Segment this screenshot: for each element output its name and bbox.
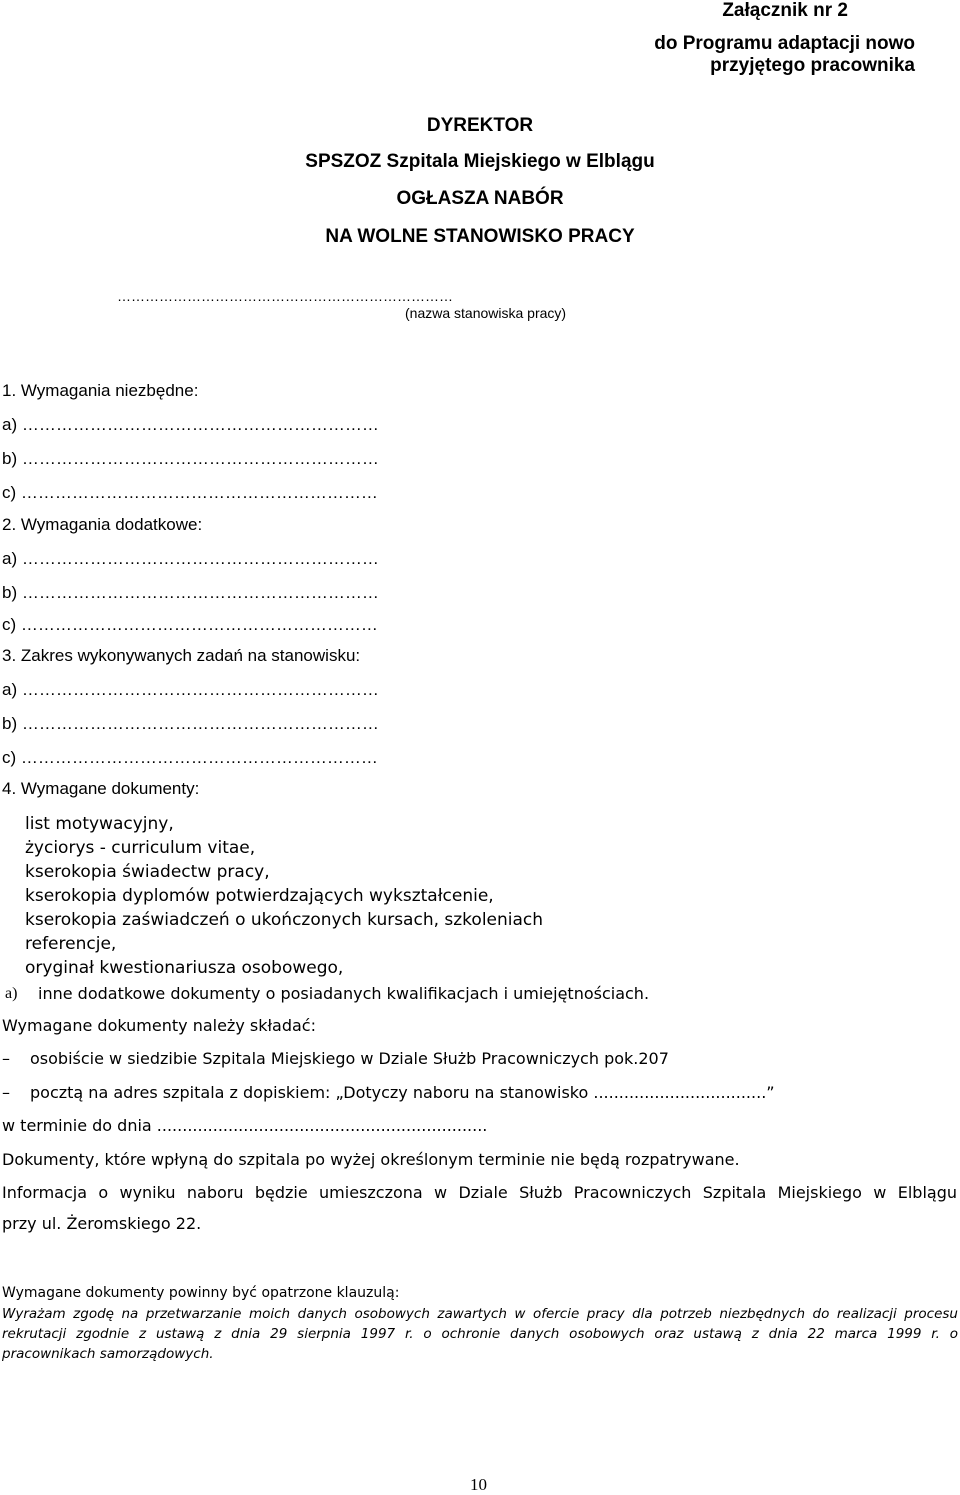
document-item: referencje,	[25, 934, 117, 954]
title-director: DYREKTOR	[426, 115, 534, 136]
position-caption: (nazwa stanowiska pracy)	[405, 305, 567, 321]
submission-deadline: w terminie do dnia .................................................................	[2, 1116, 488, 1135]
clause-text-line: pracownikach samorządowych.	[2, 1346, 214, 1362]
document-item: kserokopia świadectw pracy,	[25, 862, 270, 882]
annex-program-line: do Programu adaptacji nowo	[654, 33, 915, 54]
section-3-item-a: a) ………………………………………………………	[2, 680, 379, 699]
document-item: oryginał kwestionariusza osobowego,	[25, 958, 344, 978]
document-item: kserokopia dyplomów potwierdzających wykształcenie,	[25, 886, 494, 906]
annex-employee-line: przyjętego pracownika	[710, 55, 915, 76]
document-extra-marker: a)	[5, 985, 18, 1002]
dash-bullet: –	[2, 1049, 10, 1068]
section-1-item-b: b) ………………………………………………………	[2, 449, 379, 468]
title-institution: SPSZOZ Szpitala Miejskiego w Elblągu	[305, 151, 655, 172]
result-info-address: przy ul. Żeromskiego 22.	[2, 1214, 202, 1233]
position-dots: ………………………………………………………………	[117, 288, 453, 304]
section-2-item-c: c) ………………………………………………………	[2, 615, 378, 634]
result-info-line: Informacja o wyniku naboru będzie umieszczona w Dziale Służb Pracowniczych Szpitala Miejskiego w Elblągu	[2, 1183, 957, 1202]
document-item: kserokopia zaświadczeń o ukończonych kursach, szkoleniach	[25, 910, 544, 930]
section-2-heading: 2. Wymagania dodatkowe:	[2, 515, 203, 534]
section-1-item-a: a) ………………………………………………………	[2, 415, 379, 434]
section-1-item-c: c) ………………………………………………………	[2, 483, 378, 502]
section-3-heading: 3. Zakres wykonywanych zadań na stanowisku:	[2, 646, 361, 665]
dash-bullet: –	[2, 1083, 10, 1102]
section-2-item-b: b) ………………………………………………………	[2, 583, 379, 602]
clause-text-line: rekrutacji zgodnie z ustawą z dnia 29 sierpnia 1997 r. o ochronie danych osobowych oraz ustawą z dnia 22 marca 1999 r. o	[2, 1326, 958, 1342]
document-item: list motywacyjny,	[25, 814, 174, 834]
section-4-heading: 4. Wymagane dokumenty:	[2, 779, 200, 798]
section-2-item-a: a) ………………………………………………………	[2, 549, 379, 568]
submission-in-person: osobiście w siedzibie Szpitala Miejskiego w Dziale Służb Pracowniczych pok.207	[30, 1049, 669, 1068]
section-3-item-c: c) ………………………………………………………	[2, 748, 378, 767]
section-1-heading: 1. Wymagania niezbędne:	[2, 381, 199, 400]
clause-text-line: Wyrażam zgodę na przetwarzanie moich danych osobowych zawartych w ofercie pracy dla potrzeb niezbędnych do realizacji procesu	[2, 1306, 958, 1322]
document-item: życiorys - curriculum vitae,	[25, 838, 256, 858]
title-vacancy: NA WOLNE STANOWISKO PRACY	[325, 226, 635, 247]
section-3-item-b: b) ………………………………………………………	[2, 714, 379, 733]
document-extra-text: inne dodatkowe dokumenty o posiadanych kwalifikacjach i umiejętnościach.	[38, 984, 650, 1003]
submission-heading: Wymagane dokumenty należy składać:	[2, 1016, 316, 1035]
clause-heading: Wymagane dokumenty powinny być opatrzone klauzulą:	[2, 1285, 400, 1301]
submission-by-post: pocztą na adres szpitala z dopiskiem: „Dotyczy naboru na stanowisko ..................................”	[30, 1083, 775, 1102]
title-announces: OGŁASZA NABÓR	[396, 188, 564, 209]
late-documents-note: Dokumenty, które wpłyną do szpitala po wyżej określonym terminie nie będą rozpatrywane.	[2, 1150, 740, 1169]
annex-number: Załącznik nr 2	[722, 0, 848, 21]
page-number: 10	[470, 1475, 487, 1494]
